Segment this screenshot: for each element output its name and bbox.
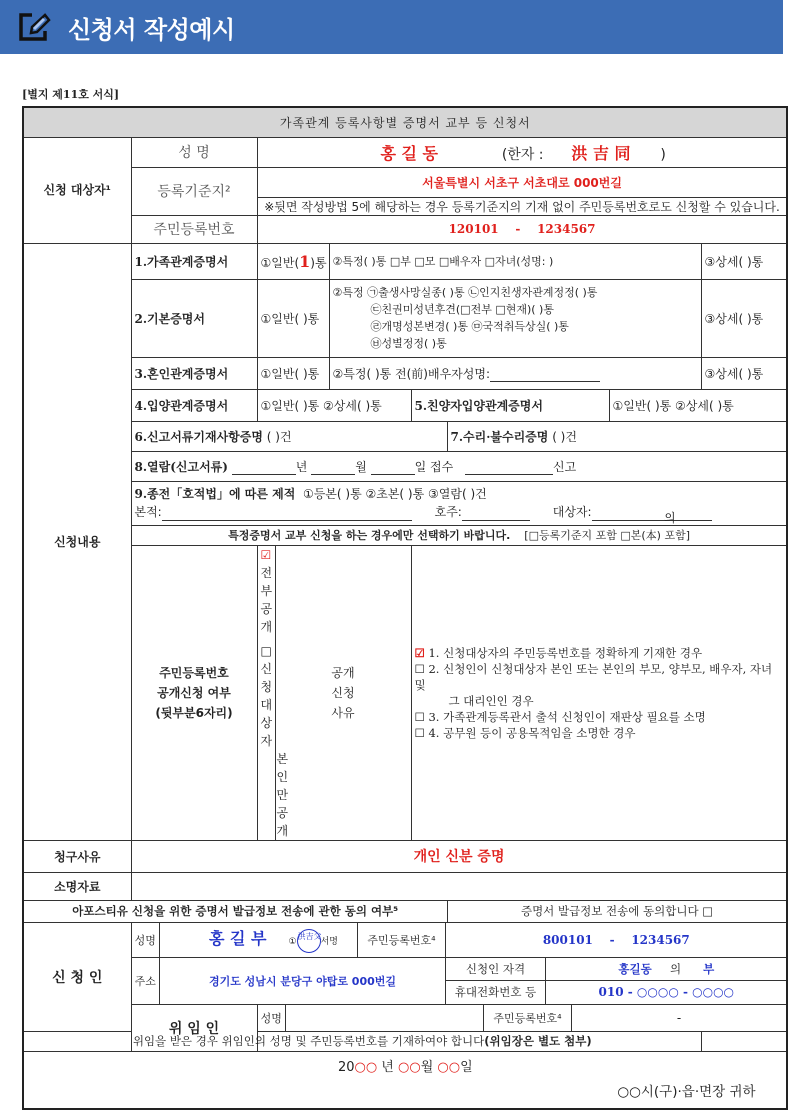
apostille-label: 아포스티유 신청을 위한 증명서 발급정보 전송에 관한 동의 여부⁵ (23, 900, 447, 922)
delegator-note-text: 위임을 받은 경우 위임인의 성명 및 주민등록번호를 기재하여야 합니다 (132, 1034, 485, 1048)
year-line[interactable] (232, 463, 296, 475)
item3-specific-text: ②특정( )통 전(前)배우자성명: (332, 366, 490, 381)
hanja-value: 洪 吉 同 (571, 143, 631, 163)
reason-label-line: 사유 (331, 705, 355, 720)
item1-general-suffix: )통 (310, 255, 327, 270)
option-self-line: □신청 대상자 (260, 643, 273, 748)
item2-label: 2.기본증명서 (131, 279, 257, 357)
item1-label: 1.가족관계증명서 (131, 243, 257, 279)
option-disclose-all[interactable] (261, 546, 272, 636)
edit-icon (18, 12, 54, 42)
subject-section-label: 신청 대상자¹ (23, 137, 131, 243)
report-line[interactable] (465, 463, 553, 475)
delegator-note-bold: (위임장은 별도 첨부) (484, 1034, 592, 1048)
hanja-label: (한자 : (501, 146, 544, 163)
item3-label: 3.혼인관계증명서 (131, 357, 257, 389)
item6[interactable] (131, 421, 447, 451)
applicant-rrn-label: 주민등록번호⁴ (358, 923, 446, 957)
applicant-name-field[interactable]: 홍 길 부 ①洪吉父서명 (160, 923, 358, 957)
option-disclose-self[interactable] (260, 642, 289, 840)
rrn-disclosure-label-line: 주민등록번호 (159, 665, 229, 680)
page-header (0, 0, 783, 54)
checkbox-icon: ☐ (414, 725, 425, 740)
checkmark-icon: ☑ (260, 547, 272, 562)
registry-note: ※뒷면 작성방법 5에 해당하는 경우 등록기준지의 기재 없이 주민등록번호로도 신청할 수 있습니다. (257, 197, 787, 215)
name-label: 성 명 (131, 137, 257, 167)
item2-specific-line: ㉥성별정정( )통 (370, 337, 447, 350)
registry-label: 등록기준지² (131, 167, 257, 215)
reason-text: 1. 신청대상자의 주민등록번호를 정확하게 기재한 경우 (428, 645, 703, 660)
day-label: 일 (460, 1059, 473, 1075)
checkbox-icon: ☐ (414, 709, 425, 724)
report-label: 신고 (553, 459, 577, 474)
addressee: ○○시(구)·읍·면장 귀하 (617, 1083, 756, 1100)
item6-count: ( )건 (266, 429, 292, 444)
month-line[interactable] (311, 463, 355, 475)
application-form (22, 106, 788, 1110)
reason-continuation: 그 대리인인 경우 (448, 693, 534, 708)
delegator-name-label: 성명 (258, 1005, 286, 1031)
rrn-disclosure-label-line: 공개신청 여부 (157, 685, 231, 700)
applicant-address-label: 주소 (132, 958, 160, 1004)
delegator-rrn-label: 주민등록번호⁴ (484, 1005, 572, 1031)
day-label: 일 접수 (414, 459, 454, 474)
reason-list (411, 545, 787, 840)
item2-specific-line: ㉢친권미성년후견(□전부 □현재)( )통 (370, 303, 554, 316)
item2-specific-line: ②특정 ㉠출생사망실종( )통 ㉡인지친생자관계정정( )통 (332, 286, 598, 299)
item7-count: ( )건 (552, 429, 577, 444)
evidence-value[interactable] (131, 872, 787, 900)
delegator-rrn-value[interactable]: - (676, 1010, 682, 1025)
form-number: [별지 제11호 서식] (22, 88, 120, 101)
item2-detail[interactable]: ③상세( )통 (701, 279, 787, 357)
item9-label: 9.종전「호적법」에 따른 제적 (134, 487, 296, 501)
specific-note-row (131, 525, 787, 545)
rrn-value[interactable]: 120101 - 1234567 (257, 215, 787, 243)
year-label: 년 (377, 1059, 398, 1075)
item9[interactable] (131, 481, 787, 525)
specific-note: 특정증명서 교부 신청을 하는 경우에만 선택하기 바랍니다. (228, 529, 511, 542)
reason-label (275, 545, 411, 840)
item3-detail[interactable]: ③상세( )통 (701, 357, 787, 389)
applicant-rrn-value[interactable] (446, 923, 787, 957)
head-line[interactable] (462, 509, 530, 521)
qualification-relation: 부 (703, 961, 715, 976)
qualification-of: 의 (670, 961, 682, 976)
name-field[interactable] (257, 137, 787, 167)
item4-options[interactable]: ①일반( )통 ②상세( )통 (257, 389, 411, 421)
seal-stamp-icon: 洪吉父 (297, 929, 321, 953)
month-label: 월 (420, 1059, 438, 1075)
checkmark-icon: ☑ (414, 645, 425, 660)
origin-line[interactable] (162, 509, 412, 521)
item2-general[interactable]: ①일반( )통 (257, 279, 329, 357)
target-label: 대상자: (552, 505, 592, 519)
item1-detail[interactable]: ③상세( )통 (701, 243, 787, 279)
reason-3[interactable] (415, 709, 784, 725)
option-disclose-all-label: 전부 공개 (260, 565, 273, 634)
footer-date[interactable] (27, 1056, 784, 1080)
applicant-name-row (131, 922, 787, 957)
claim-reason-value[interactable]: 개인 신분 증명 (131, 840, 787, 872)
item7[interactable] (447, 421, 787, 451)
item6-label: 6.신고서류기재사항증명 (134, 429, 263, 444)
rrn-label: 주민등록번호 (131, 215, 257, 243)
name-value: 홍 길 동 (380, 143, 439, 163)
disclosure-options (257, 545, 289, 840)
item8-label: 8.열람(신고서류) (134, 459, 228, 474)
year-label: 년 (295, 459, 308, 474)
request-section-label: 신청내용 (23, 243, 131, 840)
reason-text: 4. 공무원 등이 공용목적임을 소명한 경우 (428, 725, 636, 740)
checkbox-icon: ☐ (414, 661, 425, 676)
target-line[interactable] (592, 509, 712, 525)
day-line[interactable] (371, 463, 415, 475)
reason-text: 3. 가족관계등록관서 출석 신청인이 재판상 필요를 소명 (428, 709, 706, 724)
option-self-line: 본인만 공개 (276, 751, 289, 838)
reason-label-line: 신청 (331, 685, 355, 700)
page-title: 신청서 작성예시 (68, 15, 235, 44)
applicant-rrn-text: 800101 - 1234567 (542, 932, 690, 947)
specific-options[interactable]: [□등록기준지 포함 □본(本) 포함] (524, 529, 690, 542)
delegator-note (23, 1031, 701, 1051)
applicant-section-label: 신 청 인 (23, 922, 131, 1031)
month-fill: ○○ (398, 1059, 421, 1075)
day-fill: ○○ (437, 1059, 461, 1075)
delegator-section-label: 위 임 인 (131, 1004, 257, 1051)
apostille-consent[interactable]: 증명서 발급정보 전송에 동의합니다 □ (447, 900, 787, 922)
footer (23, 1051, 787, 1109)
delegator-name-value[interactable] (286, 1005, 484, 1031)
form-title: 가족관계 등록사항별 증명서 교부 등 신청서 (23, 107, 787, 137)
target-suffix: 의 (663, 511, 676, 525)
reason-4[interactable] (415, 725, 784, 741)
item5-options[interactable]: ①일반( )통 ②상세( )통 (609, 389, 787, 421)
qualification-value[interactable] (546, 958, 787, 981)
item8[interactable] (131, 451, 787, 481)
year-prefix: 20 (337, 1059, 355, 1075)
phone-value[interactable]: 010 - ○○○○ - ○○○○ (598, 985, 735, 1000)
qualification-target: 홍길동 (618, 961, 652, 976)
phone-label: 휴대전화번호 등 (446, 981, 546, 1004)
reason-1[interactable] (415, 645, 784, 661)
delegator-name-row (257, 1004, 787, 1031)
reason-text: 2. 신청인이 신청대상자 본인 또는 본인의 부모, 양부모, 배우자, 자녀 및 (414, 661, 773, 692)
item3-general[interactable]: ①일반( )통 (257, 357, 329, 389)
reason-2[interactable] (415, 661, 784, 693)
rrn-disclosure-label-line: (뒷부분6자리) (155, 705, 233, 720)
item9-options: ①등본( )통 ②초본( )통 ③열람( )건 (302, 487, 487, 501)
item3-specific[interactable] (329, 357, 701, 389)
month-label: 월 (355, 459, 367, 474)
applicant-name-label: 성명 (132, 923, 160, 957)
applicant-address-row (131, 957, 787, 1004)
claim-reason-label: 청구사유 (23, 840, 131, 872)
item1-general-value: 1 (299, 251, 311, 271)
origin-label: 본적: (134, 505, 162, 519)
applicant-name-value: 홍 길 부 (209, 929, 267, 949)
reason-label-line: 공개 (331, 665, 355, 680)
item4-label: 4.입양관계증명서 (131, 389, 257, 421)
item5-label: 5.친양자입양관계증명서 (411, 389, 609, 421)
item2-specific-line: ㉣개명성본변경( )통 ㉤국적취득상실( )통 (370, 320, 569, 333)
item1-general[interactable] (257, 243, 329, 279)
hanja-close: ) (660, 146, 666, 163)
evidence-label: 소명자료 (23, 872, 131, 900)
item2-specific[interactable] (329, 279, 701, 357)
head-label: 호주: (434, 505, 462, 519)
applicant-address-value[interactable]: 경기도 성남시 분당구 야탑로 000번길 (160, 958, 446, 1004)
qualification-label: 신청인 자격 (446, 958, 546, 981)
prev-spouse-name-line[interactable] (490, 370, 600, 382)
registry-value[interactable]: 서울특별시 서초구 서초대로 000번길 (257, 167, 787, 197)
item1-specific[interactable]: ②특정( )통 □부 □모 □배우자 □자녀(성명: ) (329, 243, 701, 279)
year-fill: ○○ (354, 1059, 378, 1075)
rrn-disclosure-label (131, 545, 257, 840)
item7-label: 7.수리·불수리증명 (450, 429, 549, 444)
item1-general-prefix: ①일반( (260, 255, 300, 270)
